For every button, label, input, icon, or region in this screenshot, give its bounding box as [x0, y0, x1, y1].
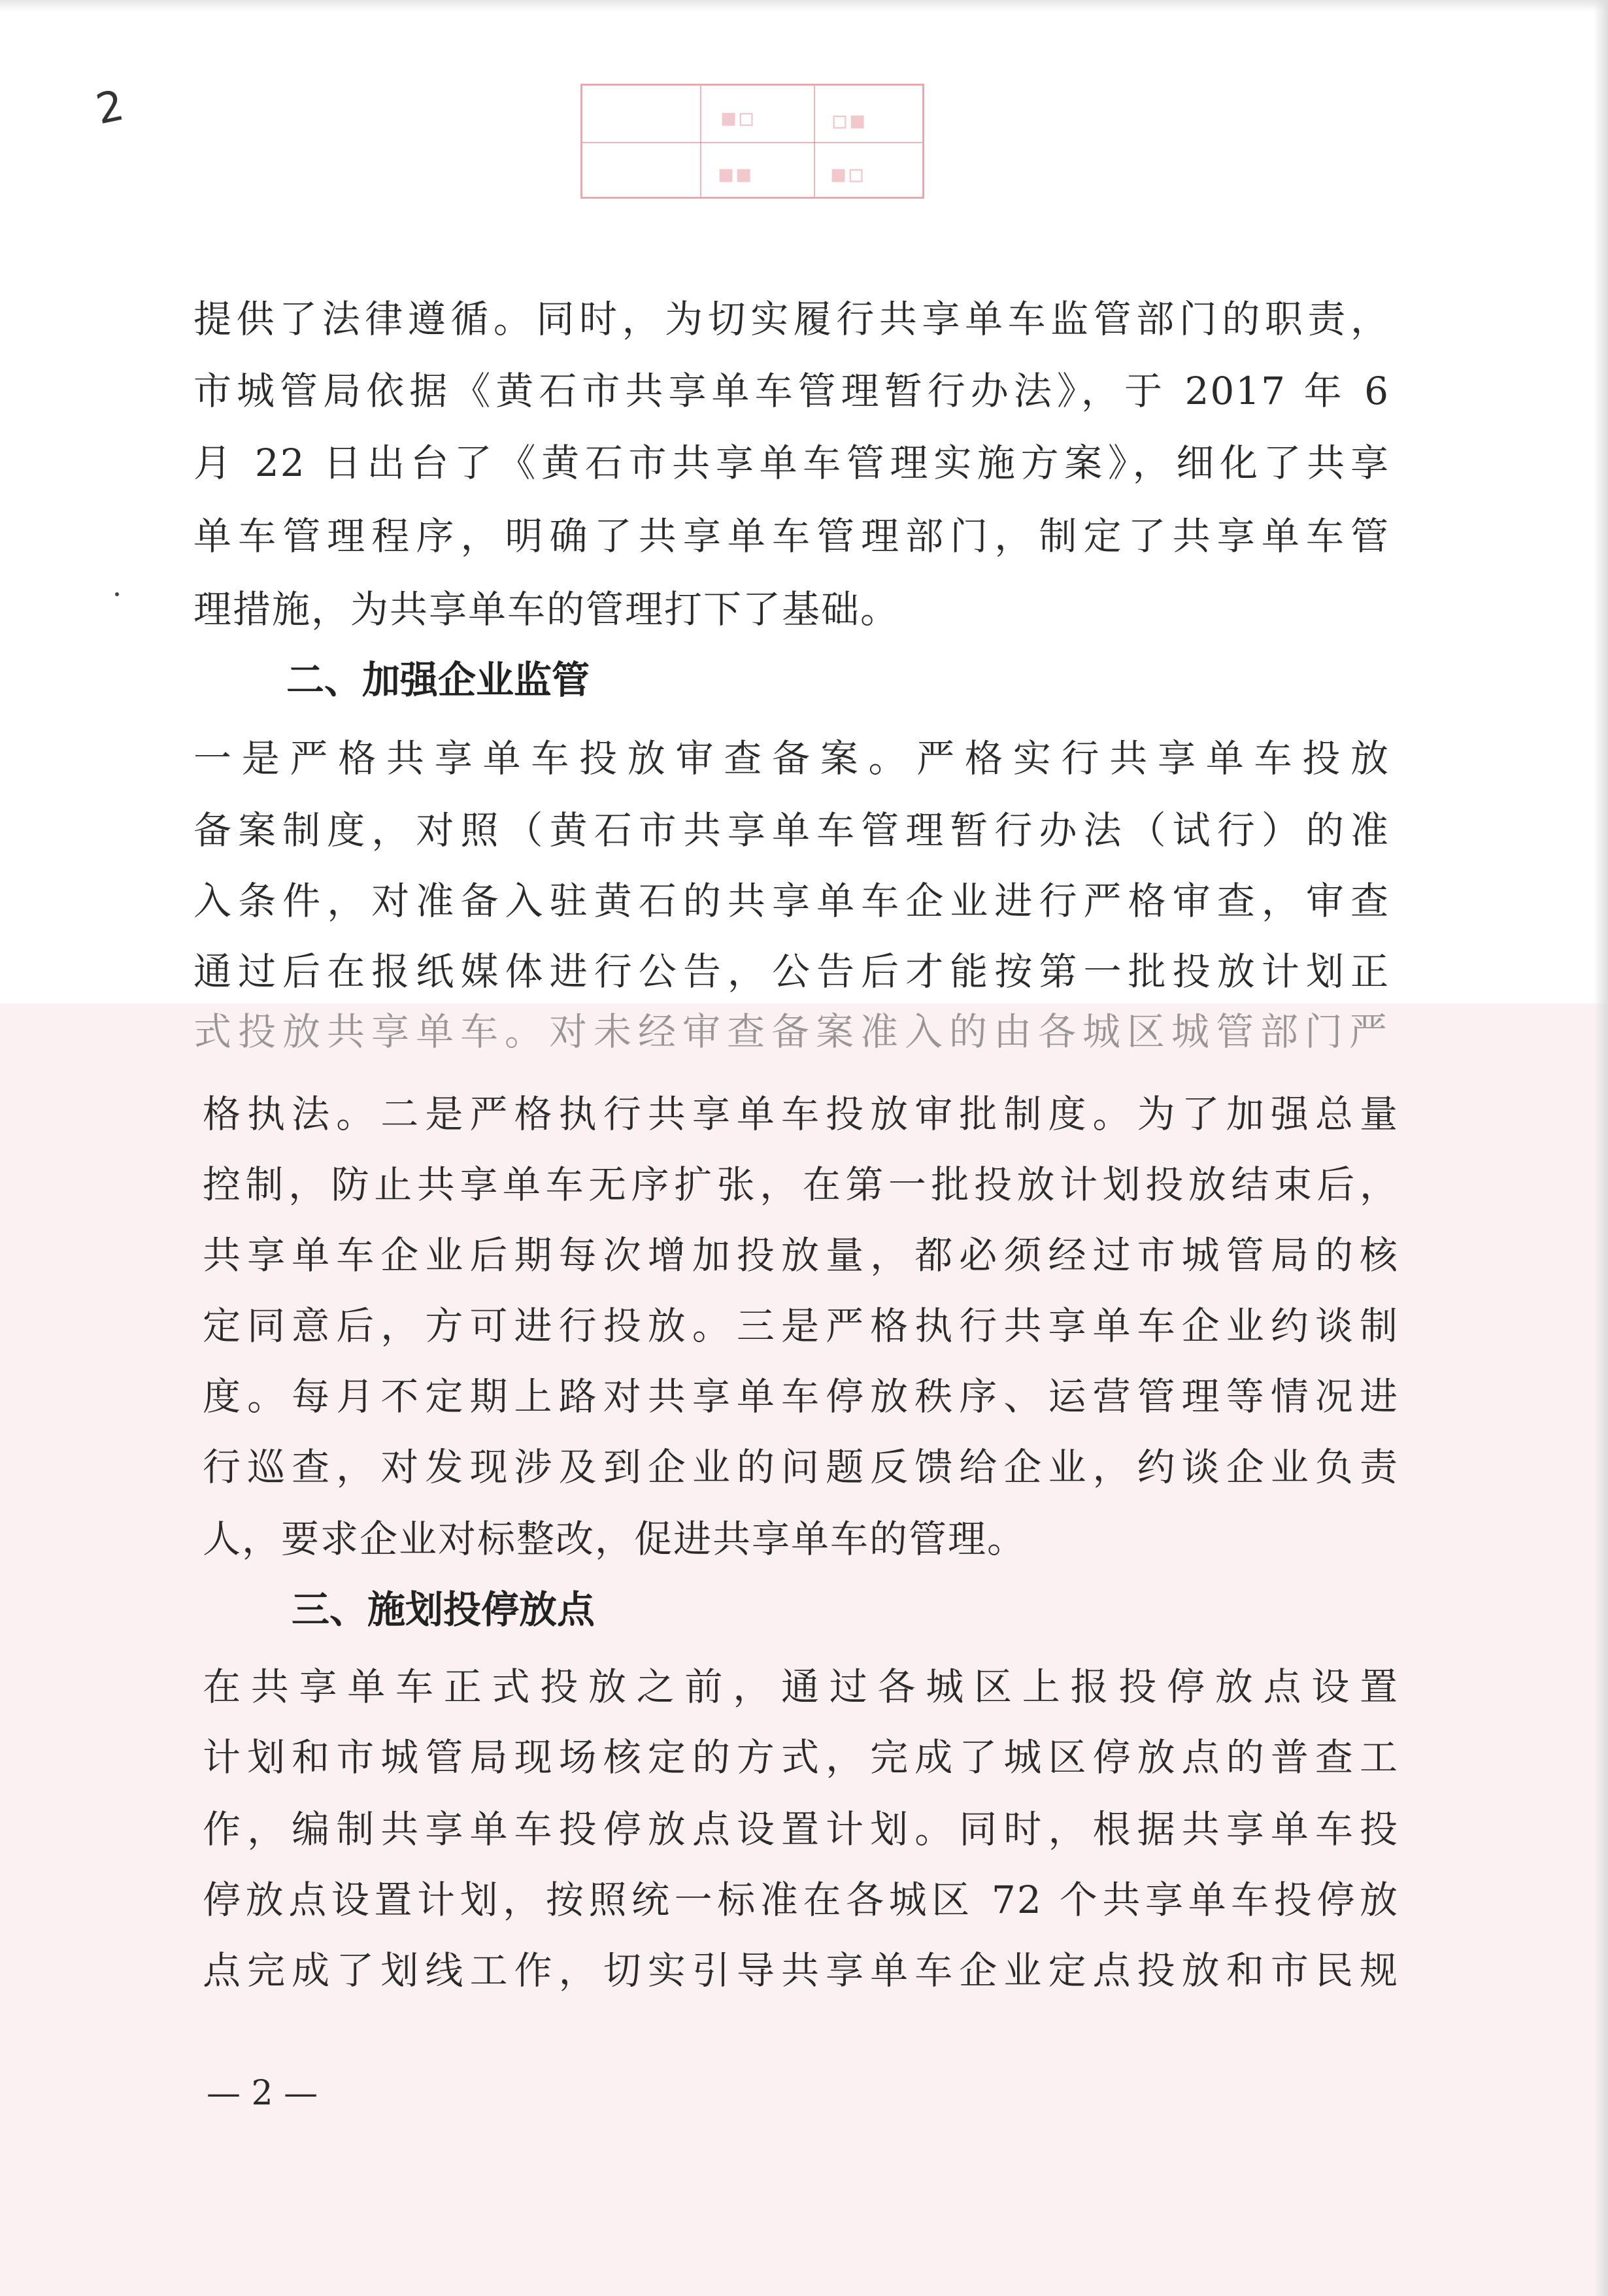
- paragraph-1-line-1: 提供了法律遵循。同时，为切实履行共享单车监管部门的职责，: [193, 297, 1390, 341]
- handwritten-page-number: 2: [92, 81, 128, 135]
- paragraph-2-line-12: 人，要求企业对标整改，促进共享单车的管理。: [203, 1517, 1027, 1561]
- paragraph-3-line-5: 点完成了划线工作，切实引导共享单车企业定点投放和市民规: [203, 1948, 1399, 1993]
- paragraph-2-line-1: 一是严格共享单车投放审查备案。严格实行共享单车投放: [193, 736, 1390, 781]
- section-heading-3: 三、施划投停放点: [292, 1587, 595, 1632]
- paragraph-1-line-4: 单车管理程序，明确了共享单车管理部门，制定了共享单车管: [193, 514, 1390, 558]
- footer-page-number: — 2 —: [207, 2074, 318, 2113]
- section-heading-2: 二、加强企业监管: [286, 658, 590, 702]
- scan-edge-right: [1594, 0, 1608, 2296]
- paragraph-3-line-4: 停放点设置计划，按照统一标准在各城区 72 个共享单车投停放: [203, 1878, 1399, 1922]
- paragraph-2-line-10: 度。每月不定期上路对共享单车停放秩序、运营管理等情况进: [203, 1374, 1399, 1419]
- paragraph-2-line-11: 行巡查，对发现涉及到企业的问题反馈给企业，约谈企业负责: [203, 1445, 1399, 1489]
- paragraph-2-line-3: 入条件，对准备入驻黄石的共享单车企业进行严格审查，审查: [193, 879, 1390, 923]
- paragraph-1-line-3: 月 22 日出台了《黄石市共享单车管理实施方案》，细化了共享: [193, 441, 1390, 485]
- paragraph-1-line-5: 理措施，为共享单车的管理打下了基础。: [193, 587, 900, 632]
- paragraph-3-line-1: 在共享单车正式投放之前，通过各城区上报投停放点设置: [203, 1664, 1399, 1709]
- stray-scan-dot: [115, 592, 119, 596]
- scan-edge-top: [0, 0, 1608, 12]
- paragraph-2-line-4: 通过后在报纸媒体进行公告，公告后才能按第一批投放计划正: [193, 949, 1390, 994]
- paragraph-2-line-2: 备案制度，对照（黄石市共享单车管理暂行办法（试行）的准: [193, 808, 1390, 853]
- paragraph-2-line-6: 格执法。二是严格执行共享单车投放审批制度。为了加强总量: [203, 1092, 1399, 1136]
- paragraph-2-line-5-overlapped: 式投放共享单车。对未经审查备案准入的由各城区城管部门严: [193, 1009, 1390, 1054]
- paragraph-2-line-8: 共享单车企业后期每次增加投放量，都必须经过市城管局的核: [203, 1233, 1399, 1277]
- paragraph-2-line-7: 控制，防止共享单车无序扩张，在第一批投放计划投放结束后，: [203, 1162, 1399, 1207]
- paragraph-2-line-9: 定同意后，方可进行投放。三是严格执行共享单车企业约谈制: [203, 1304, 1399, 1348]
- paragraph-3-line-3: 作，编制共享单车投停放点设置计划。同时，根据共享单车投: [203, 1807, 1399, 1851]
- paragraph-3-line-2: 计划和市城管局现场核定的方式，完成了城区停放点的普查工: [203, 1735, 1399, 1780]
- faded-registration-stamp: ▪▫ ▫▪ ▪▪ ▪▫: [580, 84, 924, 199]
- paragraph-1-line-2: 市城管局依据《黄石市共享单车管理暂行办法》，于 2017 年 6: [193, 369, 1390, 413]
